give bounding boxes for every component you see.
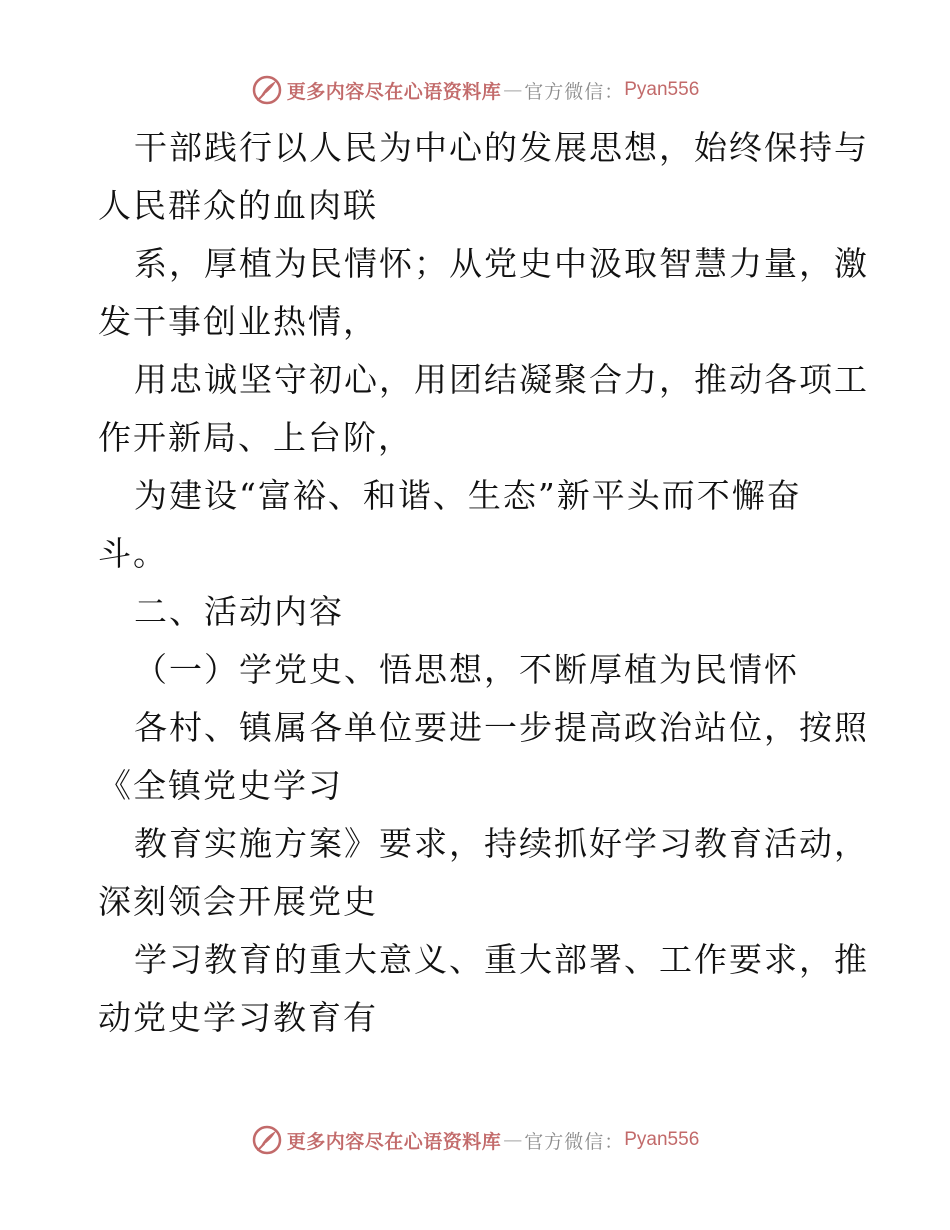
- paragraph-line: 《全镇党史学习: [98, 766, 343, 805]
- watermark-wechat-id: Pyan556: [624, 1129, 700, 1150]
- watermark-wechat-label: 官方微信：: [524, 80, 625, 103]
- subsection-heading: （一）学党史、悟思想，不断厚植为民情怀: [134, 650, 799, 689]
- paragraph-line: 动党史学习教育有: [98, 998, 378, 1037]
- paragraph-line: 作开新局、上台阶，: [98, 418, 413, 457]
- paragraph-line: 干部践行以人民为中心的发展思想，始终保持与: [134, 128, 869, 167]
- paragraph-line: 发干事创业热情，: [98, 302, 378, 341]
- paragraph-line: 系，厚植为民情怀；从党史中汲取智慧力量，激: [134, 244, 869, 283]
- paragraph-line: 深刻领会开展党史: [98, 882, 378, 921]
- paragraph-line: 各村、镇属各单位要进一步提高政治站位，按照: [134, 708, 869, 747]
- paragraph-line: 用忠诚坚守初心，用团结凝聚合力，推动各项工: [134, 360, 869, 399]
- paragraph-line: 教育实施方案》要求，持续抓好学习教育活动，: [134, 824, 869, 863]
- watermark-dash: —: [503, 79, 523, 101]
- watermark-wechat-label: 官方微信：: [524, 1130, 625, 1153]
- section-heading: 二、活动内容: [134, 592, 344, 631]
- footer-watermark: [0, 1122, 950, 1158]
- header-watermark: [0, 72, 950, 108]
- watermark-title: 更多内容尽在心语资料库: [286, 1130, 502, 1153]
- quill-pen-logo-icon: [251, 1124, 283, 1156]
- paragraph-line: 学习教育的重大意义、重大部署、工作要求，推: [134, 940, 869, 979]
- quill-pen-logo-icon: [251, 74, 283, 106]
- paragraph-line: 为建设“富裕、和谐、生态”新平头而不懈奋: [134, 476, 802, 515]
- paragraph-line: 斗。: [98, 534, 168, 573]
- paragraph-line: 人民群众的血肉联: [98, 186, 378, 225]
- watermark-title: 更多内容尽在心语资料库: [286, 80, 502, 103]
- watermark-wechat-id: Pyan556: [624, 79, 700, 100]
- watermark-dash: —: [503, 1129, 523, 1151]
